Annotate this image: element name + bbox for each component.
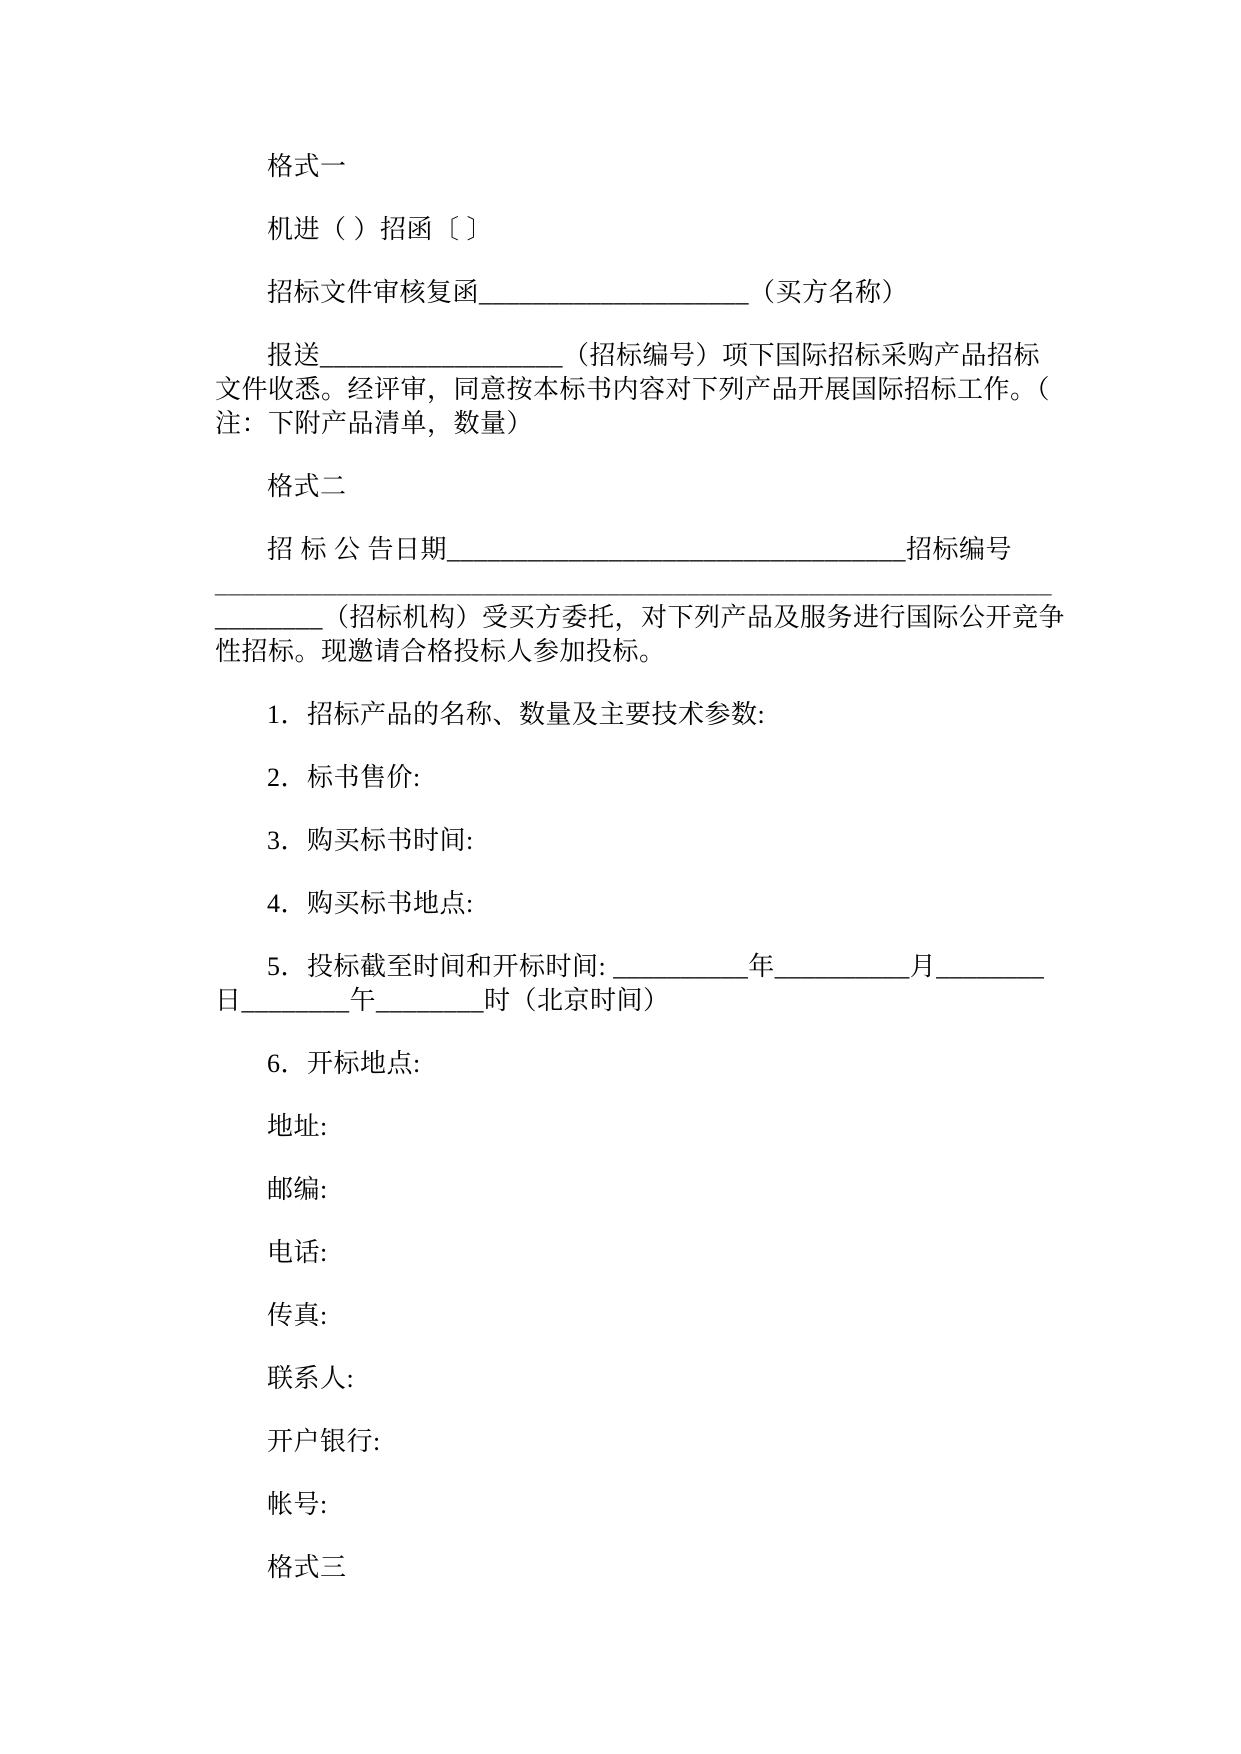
contact-phone-line: 电话: — [267, 1238, 328, 1267]
format2-announcement-date-line: 招 标 公 告日期__________________________________招标编号 — [267, 535, 1013, 564]
format1-section — [215, 150, 1071, 184]
item-3-purchase-time-line: 3．购买标书时间: — [267, 826, 474, 855]
format2-agency-line-1: ________（招标机构）受买方委托，对下列产品及服务进行国际公开竞争 — [215, 603, 1066, 632]
format3-section — [215, 1551, 1071, 1585]
contact-postcode — [215, 1173, 1071, 1207]
format2-announcement-paragraph — [215, 533, 1071, 669]
contact-address-line: 地址: — [267, 1112, 328, 1141]
format2-item-3 — [215, 824, 1071, 858]
contact-address — [215, 1110, 1071, 1144]
item-5-deadline-line-2: 日________午________时（北京时间） — [215, 986, 670, 1015]
format1-submit-line-2: 文件收悉。经评审，同意按本标书内容对下列产品开展国际招标工作。（ — [215, 375, 1051, 404]
format2-heading: 格式二 — [267, 472, 347, 501]
format1-ref-paragraph — [215, 213, 1071, 247]
format2-blank-fill-line: ______________________________________________________________ — [215, 569, 1052, 598]
contact-fax — [215, 1299, 1071, 1333]
item-2-price-line: 2．标书售价: — [267, 763, 421, 792]
format1-submit-line-3: 注：下附产品清单，数量） — [215, 409, 534, 438]
item-6-opening-place-line: 6．开标地点: — [267, 1049, 421, 1078]
contact-person — [215, 1362, 1071, 1396]
contact-account-line: 帐号: — [267, 1490, 328, 1519]
format2-item-6 — [215, 1047, 1071, 1081]
format1-ref-number-line: 机进（ ）招函〔 〕 — [267, 215, 494, 244]
format3-heading: 格式三 — [267, 1553, 347, 1582]
contact-bank-line: 开户银行: — [267, 1427, 381, 1456]
format2-item-4 — [215, 887, 1071, 921]
contact-postcode-line: 邮编: — [267, 1175, 328, 1204]
contact-phone — [215, 1236, 1071, 1270]
format2-item-5 — [215, 950, 1071, 1018]
format1-submit-line-1: 报送__________________（招标编号）项下国际招标采购产品招标 — [267, 341, 1041, 370]
contact-bank — [215, 1425, 1071, 1459]
format1-submit-paragraph — [215, 339, 1071, 441]
item-4-purchase-place-line: 4．购买标书地点: — [267, 889, 474, 918]
contact-person-line: 联系人: — [267, 1364, 355, 1393]
format1-heading: 格式一 — [267, 152, 347, 181]
format2-item-2 — [215, 761, 1071, 795]
format2-section — [215, 470, 1071, 504]
format2-agency-line-2: 性招标。现邀请合格投标人参加投标。 — [215, 637, 666, 666]
contact-fax-line: 传真: — [267, 1301, 328, 1330]
format1-review-reply-line: 招标文件审核复函____________________（买方名称） — [267, 278, 909, 307]
format2-item-1 — [215, 698, 1071, 732]
contact-account — [215, 1488, 1071, 1522]
item-1-products-line: 1．招标产品的名称、数量及主要技术参数: — [267, 700, 766, 729]
format1-review-reply-paragraph — [215, 276, 1071, 310]
item-5-deadline-line-1: 5．投标截至时间和开标时间: __________年__________月________ — [267, 952, 1045, 981]
